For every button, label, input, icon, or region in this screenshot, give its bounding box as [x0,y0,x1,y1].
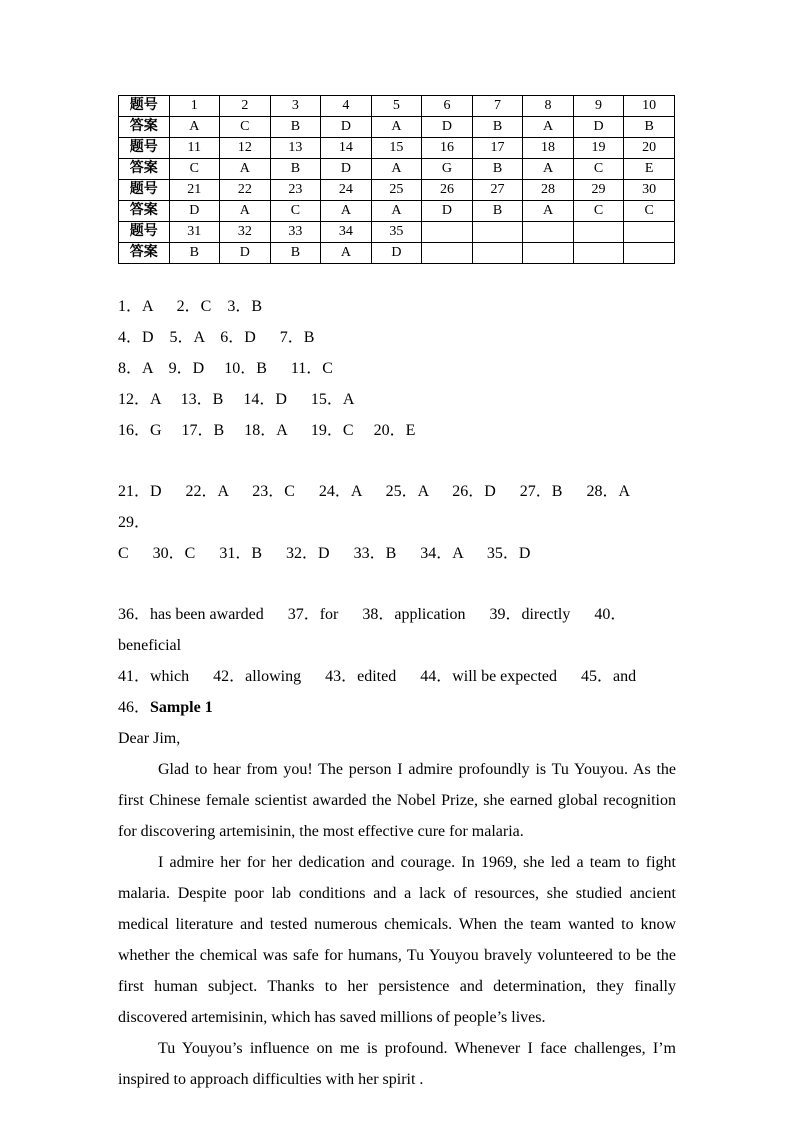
row-label: 题号 [119,180,170,201]
answer-line: 12．A 13．B 14．D 15．A [118,391,355,408]
question-number-cell: 21 [169,180,220,201]
question-number-cell: 16 [422,138,473,159]
answer-cell: B [624,117,675,138]
sample-heading-number: 46． [118,699,151,716]
question-number-cell: 35 [371,222,422,243]
answer-cell: C [169,159,220,180]
answer-cell: C [220,117,271,138]
question-number-cell: 9 [573,96,624,117]
question-number-cell: 32 [220,222,271,243]
answer-cell: B [472,201,523,222]
letter-salutation: Dear Jim, [118,730,181,747]
question-number-cell: 4 [321,96,372,117]
question-number-cell: 23 [270,180,321,201]
table-row [119,138,675,159]
answer-line: 16．G 17．B 18．A 19．C 20．E [118,422,416,439]
question-number-cell: 14 [321,138,372,159]
question-number-cell: 2 [220,96,271,117]
question-number-cell: 6 [422,96,473,117]
answer-line: 21．D 22．A 23．C 24．A 25．A 26．D 27．B 28．A 29． [118,483,654,531]
table-row [119,243,675,264]
row-label: 答案 [119,243,170,264]
answer-cell: C [270,201,321,222]
question-number-cell: 28 [523,180,574,201]
answer-cell: A [169,117,220,138]
answer-cell: A [371,159,422,180]
row-label: 答案 [119,117,170,138]
table-row [119,159,675,180]
answer-cell: D [422,117,473,138]
answer-cell: C [573,159,624,180]
answer-cell: A [523,117,574,138]
question-number-cell: 5 [371,96,422,117]
letter-paragraph: Glad to hear from you! The person I admire profoundly is Tu Youyou. As the first Chinese female scientist awarded the Nobel Prize, she earned global recognition for discovering artemisinin, the most effective cure for malaria. [118,761,676,840]
answer-cell: A [371,201,422,222]
answer-cell: B [472,159,523,180]
answer-cell: B [270,159,321,180]
question-number-cell: 17 [472,138,523,159]
answer-cell: B [472,117,523,138]
answer-cell: D [422,201,473,222]
letter-paragraph: Tu Youyou’s influence on me is profound. Whenever I face challenges, I’m inspired to approach difficulties with her spirit . [118,1040,676,1088]
answer-cell: E [624,159,675,180]
answer-cell: D [321,117,372,138]
question-number-cell [573,222,624,243]
answer-group [118,476,676,569]
question-number-cell: 20 [624,138,675,159]
answer-cell: A [220,159,271,180]
table-row [119,117,675,138]
answer-cell [624,243,675,264]
question-number-cell: 11 [169,138,220,159]
answer-group [118,291,676,446]
answer-group [118,599,676,692]
answer-cell [573,243,624,264]
table-row [119,180,675,201]
answer-line: 1．A 2．C 3．B [118,298,263,315]
question-number-cell: 15 [371,138,422,159]
question-number-cell: 12 [220,138,271,159]
question-number-cell [472,222,523,243]
answer-line: C 30．C 31．B 32．D 33．B 34．A 35．D [118,545,531,562]
answer-cell [472,243,523,264]
question-number-cell: 10 [624,96,675,117]
answer-cell: C [624,201,675,222]
answer-cell [523,243,574,264]
answer-line: 4．D 5．A 6．D 7．B [118,329,315,346]
answer-line: 36．has been awarded 37．for 38．application 39．directly 40．beneficial [118,606,627,654]
table-row [119,222,675,243]
answer-cell: C [573,201,624,222]
answer-cell: D [371,243,422,264]
question-number-cell: 30 [624,180,675,201]
question-number-cell [624,222,675,243]
answer-cell: D [169,201,220,222]
answer-line: 8．A 9．D 10．B 11．C [118,360,333,377]
question-number-cell [422,222,473,243]
sample-heading [118,692,676,723]
question-number-cell: 19 [573,138,624,159]
question-number-cell: 3 [270,96,321,117]
answer-cell: B [169,243,220,264]
answer-lines-section [118,291,676,692]
question-number-cell: 22 [220,180,271,201]
question-number-cell: 1 [169,96,220,117]
answer-cell: A [321,201,372,222]
question-number-cell: 31 [169,222,220,243]
question-number-cell: 33 [270,222,321,243]
answer-cell: D [573,117,624,138]
question-number-cell: 26 [422,180,473,201]
answer-cell: D [321,159,372,180]
question-number-cell [523,222,574,243]
row-label: 题号 [119,138,170,159]
question-number-cell: 18 [523,138,574,159]
answer-cell: B [270,117,321,138]
row-label: 答案 [119,159,170,180]
question-number-cell: 27 [472,180,523,201]
question-number-cell: 25 [371,180,422,201]
answer-cell: B [270,243,321,264]
answer-cell: G [422,159,473,180]
answer-line: 41．which 42．allowing 43．edited 44．will be expected 45．and [118,668,637,685]
answer-cell: A [220,201,271,222]
question-number-cell: 24 [321,180,372,201]
question-number-cell: 8 [523,96,574,117]
answer-table [118,95,675,264]
sample-heading-title: Sample 1 [150,699,213,716]
question-number-cell: 7 [472,96,523,117]
row-label: 题号 [119,96,170,117]
answer-cell [422,243,473,264]
answer-cell: D [220,243,271,264]
table-row [119,201,675,222]
answer-cell: A [371,117,422,138]
question-number-cell: 13 [270,138,321,159]
answer-cell: A [321,243,372,264]
row-label: 答案 [119,201,170,222]
letter-paragraph: I admire her for her dedication and courage. In 1969, she led a team to fight malaria. Despite poor lab conditions and a lack of resources, she studied ancient medical literature and tested numerous chemicals. When the team wanted to know whether the chemical was safe for humans, Tu Youyou bravely volunteered to be the first human subject. Thanks to her persistence and determination, they finally discovered artemisinin, which has saved millions of people’s lives. [118,854,676,1026]
table-row [119,96,675,117]
row-label: 题号 [119,222,170,243]
question-number-cell: 29 [573,180,624,201]
answer-cell: A [523,159,574,180]
question-number-cell: 34 [321,222,372,243]
answer-cell: A [523,201,574,222]
